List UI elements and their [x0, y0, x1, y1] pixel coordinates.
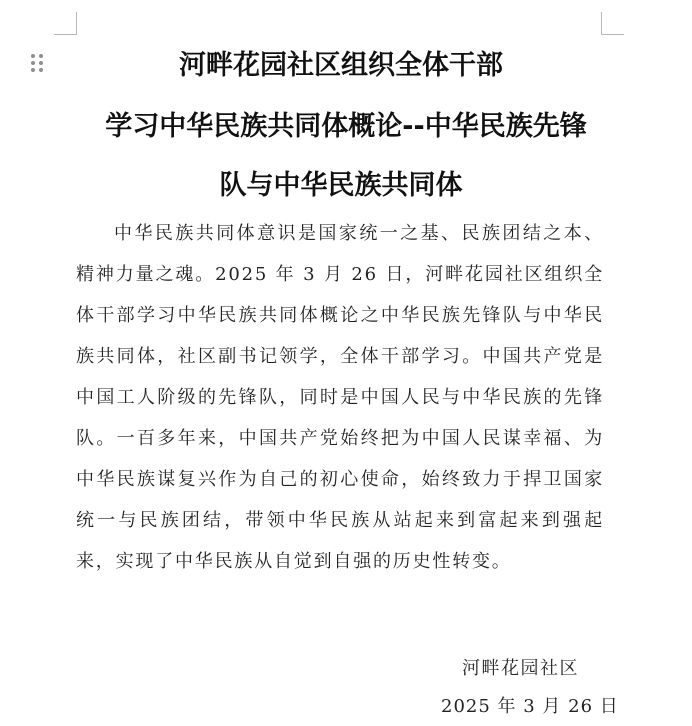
crop-mark-top-right [601, 12, 624, 35]
signature-date: 2025 年 3 月 26 日 [441, 696, 619, 717]
title-line-1: 河畔花园社区组织全体干部 [179, 50, 503, 81]
title-line-2: 学习中华民族共同体概论--中华民族先锋 [105, 111, 587, 142]
signature-organization: 河畔花园社区 [462, 658, 579, 679]
crop-mark-top-left [54, 12, 77, 35]
body-paragraph: 中华民族共同体意识是国家统一之基、民族团结之本、精神力量之魂。2025 年 3 月 26 日，河畔花园社区组织全体干部学习中华民族共同体概论之中华民族先锋队与中华民族共同体，社区副书记领学，全体干部学习。中国共产党是中国工人阶级的先锋队，同时是中国人民与中华民族的先锋队。一百多年来，中国共产党始终把为中国人民谋幸福、为中华民族谋复兴作为自己的初心使命，始终致力于捍卫国家统一与民族团结，带领中华民族从站起来到富起来到强起来，实现了中华民族从自觉到自强的历史性转变。 [76, 223, 604, 572]
title-line-3: 队与中华民族共同体 [219, 170, 463, 201]
